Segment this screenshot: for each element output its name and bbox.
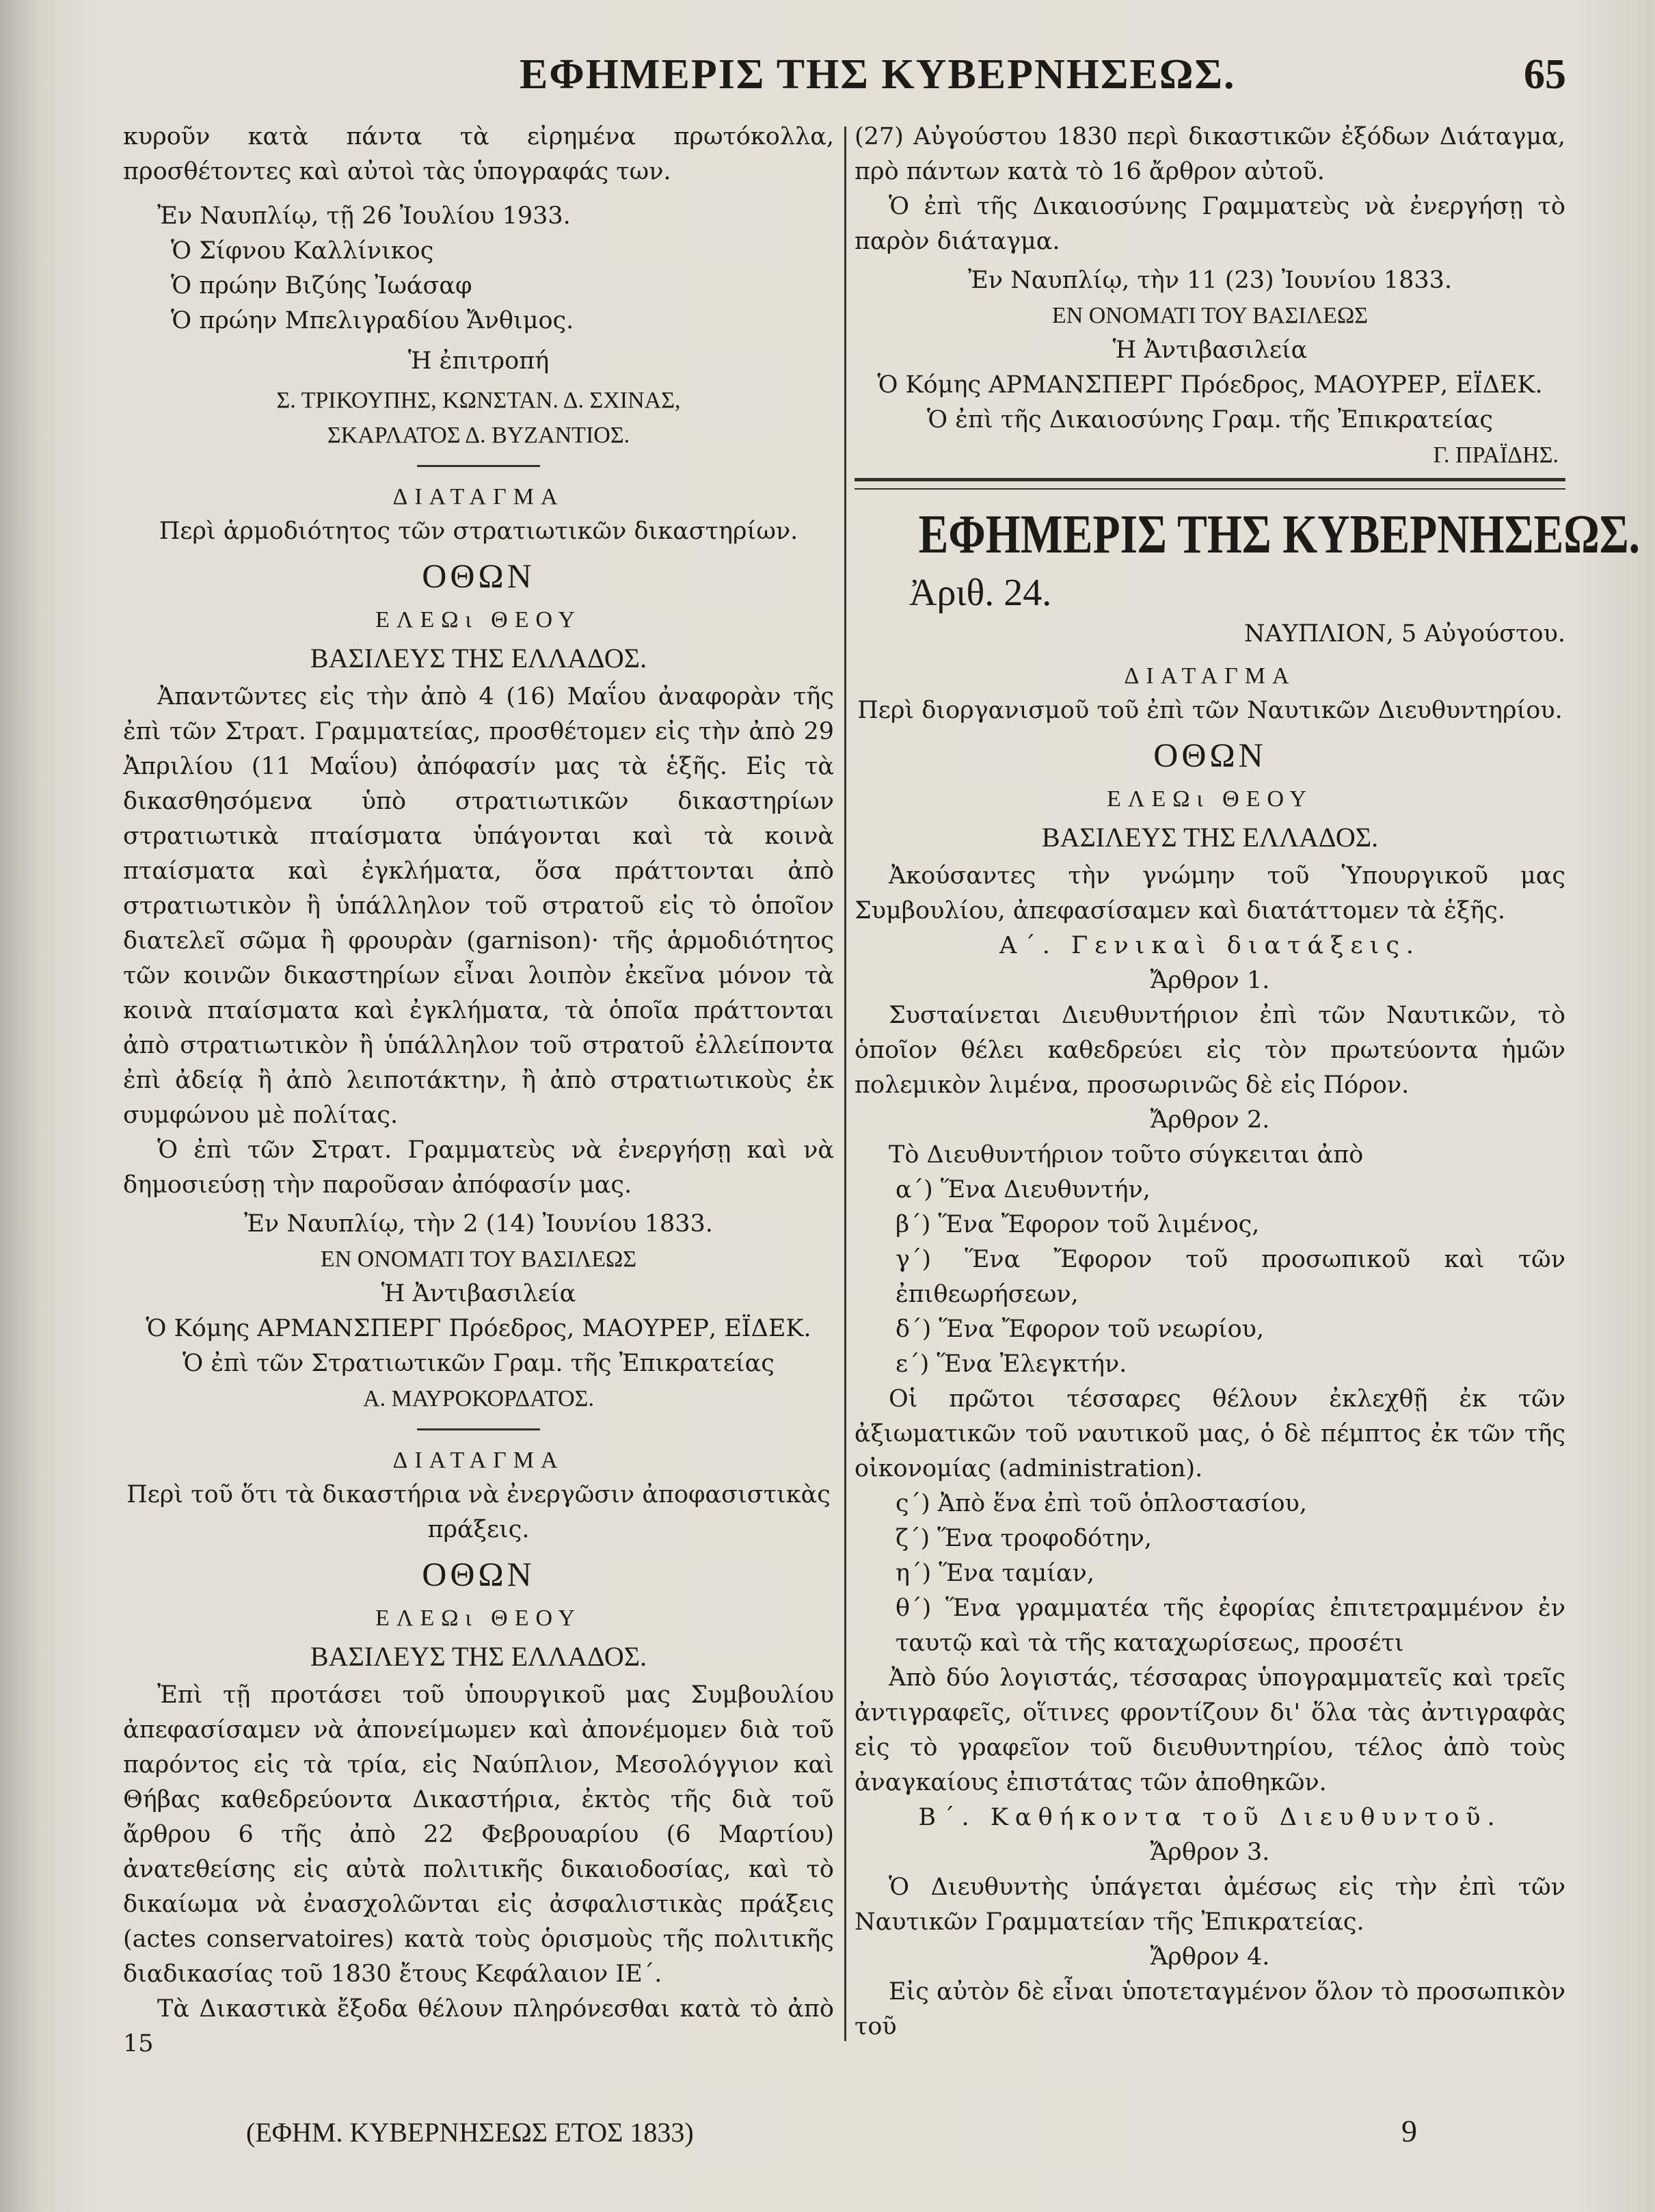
left-column bbox=[123, 120, 834, 2062]
decree-subject: Περὶ ἁρμοδιότητος τῶν στρατιωτικῶν δικαστηρίων. bbox=[159, 518, 798, 545]
minister-signature: Γ. ΠΡΑΪΔΗΣ. bbox=[1433, 442, 1559, 468]
decree-subject: Περὶ τοῦ ὅτι τὰ δικαστήρια νὰ ἐνεργῶσιν ἀποφασιστικὰς πράξεις. bbox=[126, 1481, 831, 1543]
list-item: γ΄) Ἕνα Ἔφορον τοῦ προσωπικοῦ καὶ τῶν ἐπιθεωρήσεων, bbox=[896, 1246, 1565, 1308]
decree-subject: Περὶ διοργανισμοῦ τοῦ ἐπὶ τῶν Ναυτικῶν Διευθυντηρίου. bbox=[857, 697, 1563, 724]
decree-continuation: (27) Αὐγούστου 1830 περὶ δικαστικῶν ἐξόδων Διάταγμα, πρὸ πάντων κατὰ τὸ 16 ἄρθρον αὐτοῦ. bbox=[855, 123, 1565, 185]
king-name: ΟΘΩΝ bbox=[422, 1555, 535, 1593]
article-text: Τὸ Διευθυντήριον τοῦτο σύγκειται ἀπὸ bbox=[889, 1141, 1364, 1169]
right-column bbox=[855, 120, 1641, 2044]
article-text: Συσταίνεται Διευθυντήριον ἐπὶ τῶν Ναυτικῶν, τὸ ὁποῖον θέλει καθεδρεύει εἰς τὸν πρωτεύοντα ἡμῶν πολεμικὸν λιμένα, προσωρινῶς δὲ εἰς Πόρον. bbox=[855, 1002, 1565, 1099]
column-rule bbox=[844, 126, 846, 2041]
article-text: Ἀπὸ δύο λογιστάς, τέσσαρας ὑπογραμματεῖς καὶ τρεῖς ἀντιγραφεῖς, οἵτινες φροντίζουν δι' ὅλα τὰς ἀντιγραφὰς εἰς τὸ γραφεῖον τοῦ διευθυντηρίου, τέλος ἀπὸ τοὺς ἀναγκαίους ἐπιστάτας τῶν ἀποθηκῶν. bbox=[855, 1664, 1565, 1796]
decree-place-date: Ἐν Ναυπλίῳ, τὴν 11 (23) Ἰουνίου 1833. bbox=[967, 267, 1453, 294]
decree-body-end: Τὰ Δικαστικὰ ἔξοδα θέλουν πληρόνεσθαι κατὰ τὸ ἀπὸ 15 bbox=[123, 1995, 834, 2057]
committee-members-2: ΣΚΑΡΛΑΤΟΣ Δ. ΒΥΖΑΝΤΙΟΣ. bbox=[327, 423, 630, 448]
decree-order: Ὁ ἐπὶ τῶν Στρατ. Γραμματεὺς νὰ ἐνεργήσῃ καὶ νὰ δημοσιεύσῃ τὴν παροῦσαν ἀπόφασίν μας. bbox=[123, 1136, 834, 1199]
list-item: ς΄) Ἀπὸ ἕνα ἐπὶ τοῦ ὁπλοστασίου, bbox=[896, 1490, 1307, 1517]
article-text: Εἰς αὐτὸν δὲ εἶναι ὑποτεταγμένον ὅλον τὸ προσωπικὸν τοῦ bbox=[855, 1978, 1565, 2040]
staff-list bbox=[855, 1173, 1565, 1382]
list-item: η΄) Ἕνα ταμίαν, bbox=[896, 1560, 1095, 1587]
section-heading: Α΄. Γενικαὶ διατάξεις. bbox=[999, 932, 1421, 959]
king-name: ΟΘΩΝ bbox=[1153, 736, 1267, 774]
list-item: ζ΄) Ἕνα τροφοδότην, bbox=[896, 1525, 1152, 1552]
signer-1: Ὁ Σίφνου Καλλίνικος bbox=[171, 237, 434, 265]
regency-label: Ἡ Ἀντιβασιλεία bbox=[1112, 336, 1308, 364]
section-divider bbox=[417, 465, 540, 467]
footer-signature: (ΕΦΗΜ. ΚΥΒΕΡΝΗΣΕΩΣ ΕΤΟΣ 1833) bbox=[246, 2117, 694, 2148]
section-divider bbox=[417, 1428, 540, 1430]
running-title: ΕΦΗΜΕΡΙΣ ΤΗΣ ΚΥΒΕΡΝΗΣΕΩΣ. bbox=[520, 51, 1236, 98]
decree-order: Ὁ ἐπὶ τῆς Δικαιοσύνης Γραμματεὺς νὰ ἐνεργήσῃ τὸ παρὸν διάταγμα. bbox=[855, 193, 1565, 255]
in-name-of-king: ΕΝ ΟΝΟΜΑΤΙ ΤΟΥ ΒΑΣΙΛΕΩΣ bbox=[320, 1247, 637, 1272]
decree-label: ΔΙΑΤΑΓΜΑ bbox=[1124, 663, 1296, 689]
signer-2: Ὁ πρώην Βιζύης Ἰωάσαφ bbox=[171, 272, 472, 299]
minister-signature: Α. ΜΑΥΡΟΚΟΡΔΑΤΟΣ. bbox=[363, 1386, 594, 1411]
king-title: ΒΑΣΙΛΕΥΣ ΤΗΣ ΕΛΛΑΔΟΣ. bbox=[310, 1641, 647, 1672]
committee-members-1: Σ. ΤΡΙΚΟΥΠΗΣ, ΚΩΝΣΤΑΝ. Δ. ΣΧΙΝΑΣ, bbox=[276, 388, 681, 413]
in-name-of-king: ΕΝ ΟΝΟΜΑΤΙ ΤΟΥ ΒΑΣΙΛΕΩΣ bbox=[1051, 303, 1369, 328]
decree-label: ΔΙΑΤΑΓΜΑ bbox=[392, 484, 565, 509]
place-date: Ἐν Ναυπλίῳ, τῇ 26 Ἰουλίου 1933. bbox=[157, 202, 571, 230]
list-item: δ΄) Ἕνα Ἔφορον τοῦ νεωρίου, bbox=[896, 1316, 1265, 1343]
page-header bbox=[0, 41, 1655, 116]
regents-signature: Ὁ Κόμης ΑΡΜΑΝΣΠΕΡΓ Πρόεδρος, ΜΑΟΥΡΕΡ, ΕΪΔΕΚ. bbox=[877, 371, 1543, 399]
by-grace-of-god: ΕΛΕΩι ΘΕΟΥ bbox=[375, 607, 582, 632]
protocol-text: κυροῦν κατὰ πάντα τὰ εἰρημένα πρωτόκολλα, προσθέτοντες καὶ αὐτοὶ τὰς ὑπογραφάς των. bbox=[123, 123, 834, 185]
article-heading: Ἄρθρον 2. bbox=[1150, 1106, 1270, 1134]
article-note: Οἱ πρῶτοι τέσσαρες θέλουν ἐκλεχθῇ ἐκ τῶν ἀξιωματικῶν τοῦ ναυτικοῦ μας, ὁ δὲ πέμπτος ἐκ τῶν τῆς οἰκονομίας (administration). bbox=[855, 1385, 1565, 1482]
staff-list bbox=[855, 1487, 1565, 1661]
list-item: ε΄) Ἕνα Ἐλεγκτήν. bbox=[896, 1350, 1127, 1378]
committee-label: Ἡ ἐπιτροπή bbox=[407, 347, 550, 375]
section-heading: Β΄. Καθήκοντα τοῦ Διευθυντοῦ. bbox=[918, 1804, 1502, 1831]
signer-3: Ὁ πρώην Μπελιγραδίου Ἄνθιμος. bbox=[171, 307, 574, 334]
by-grace-of-god: ΕΛΕΩι ΘΕΟΥ bbox=[1107, 786, 1313, 812]
decree-label: ΔΙΑΤΑΓΜΑ bbox=[392, 1448, 565, 1473]
article-heading: Ἄρθρον 4. bbox=[1150, 1943, 1270, 1971]
decree-place-date: Ἐν Ναυπλίῳ, τὴν 2 (14) Ἰουνίου 1833. bbox=[244, 1210, 713, 1238]
list-item: θ΄) Ἕνα γραμματέα τῆς ἐφορίας ἐπιτετραμμένον ἐν ταυτῷ καὶ τὰ τῆς καταχωρίσεως, προσέτι bbox=[896, 1595, 1565, 1657]
minister-title: Ὁ ἐπὶ τῆς Δικαιοσύνης Γραμ. τῆς Ἐπικρατείας bbox=[926, 406, 1494, 434]
gazette-title: ΕΦΗΜΕΡΙΣ ΤΗΣ ΚΥΒΕΡΝΗΣΕΩΣ. bbox=[918, 505, 1641, 565]
decree-body: Ἀπαντῶντες εἰς τὴν ἀπὸ 4 (16) Μαΐου ἀναφορὰν τῆς ἐπὶ τῶν Στρατ. Γραμματείας, προσθέτομεν εἰς τὴν ἀπὸ 29 Ἀπριλίου (11 Μαΐου) ἀπόφασίν μας τὰ ἑξῆς. Εἰς τὰ δικασθησόμενα ὑπὸ στρατιωτικῶν δικαστηρίων στρατιωτικὰ πταίσματα ὑπάγονται καὶ τὰ κοινὰ πταίσματα καὶ ἐγκλήματα, ὅσα πράττονται ἀπὸ στρατιωτικὸν ἢ ὑπάλληλον τοῦ στρατοῦ εἰς τὸ ὁποῖον διατελεῖ σῶμα ἢ φρουρὰν (garnison)· τῆς ἁρμοδιότητος τῶν κοινῶν δικαστηρίων εἶναι λοιπὸν ἐκεῖνα μόνον τὰ κοινὰ πταίσματα καὶ ἐγκλήματα, τὰ ὁποῖα πράττονται ἀπὸ στρατιωτικὸν ἢ ὑπάλληλον τοῦ στρατοῦ ἐλλείποντα ἐπὶ ἀδείᾳ ἢ ἀπὸ λειποτάκτην, ἢ ἀπὸ στρατιωτικοὺς ἐκ συμφώνου μὲ πολίτας. bbox=[123, 683, 834, 1129]
sheet-number: 9 bbox=[1401, 2114, 1417, 2148]
king-title: ΒΑΣΙΛΕΥΣ ΤΗΣ ΕΛΛΑΔΟΣ. bbox=[310, 643, 647, 674]
decree-body: Ἐπὶ τῇ προτάσει τοῦ ὑπουργικοῦ μας Συμβουλίου ἀπεφασίσαμεν νὰ ἀπονείμωμεν καὶ ἀπονέμομεν διὰ τοῦ παρόντος εἰς τὰ τρία, εἰς Ναύπλιον, Μεσολόγγιον καὶ Θήβας καθεδρεύοντα Δικαστήρια, ἐκτὸς τῆς διὰ τοῦ ἄρθρου 6 τῆς ἀπὸ 22 Φεβρουαρίου (6 Μαρτίου) ἀνατεθείσης εἰς αὐτὰ πολιτικῆς δικαιοδοσίας, καὶ τὸ δικαίωμα νὰ ἐνασχολῶνται εἰς ἀσφαλιστικὰς πράξεις (actes conservatoires) κατὰ τοὺς ὁρισμοὺς τῆς πολιτικῆς διαδικασίας τοῦ 1830 ἔτους Κεφάλαιον ΙΕ΄. bbox=[123, 1681, 834, 1988]
article-text: Ὁ Διευθυντὴς ὑπάγεται ἀμέσως εἰς τὴν ἐπὶ τῶν Ναυτικῶν Γραμματείαν τῆς Ἐπικρατείας. bbox=[855, 1874, 1565, 1936]
by-grace-of-god: ΕΛΕΩι ΘΕΟΥ bbox=[375, 1605, 582, 1631]
minister-title: Ὁ ἐπὶ τῶν Στρατιωτικῶν Γραμ. τῆς Ἐπικρατείας bbox=[183, 1350, 775, 1377]
page-number: 65 bbox=[1524, 51, 1566, 98]
king-title: ΒΑΣΙΛΕΥΣ ΤΗΣ ΕΛΛΑΔΟΣ. bbox=[1041, 822, 1379, 853]
regents-signature: Ὁ Κόμης ΑΡΜΑΝΣΠΕΡΓ Πρόεδρος, ΜΑΟΥΡΕΡ, ΕΪΔΕΚ. bbox=[146, 1315, 811, 1342]
gazette-divider bbox=[855, 478, 1565, 490]
king-name: ΟΘΩΝ bbox=[422, 557, 535, 595]
regency-label: Ἡ Ἀντιβασιλεία bbox=[381, 1280, 576, 1307]
decree-intro: Ἀκούσαντες τὴν γνώμην τοῦ Ὑπουργικοῦ μας Συμβουλίου, ἀπεφασίσαμεν καὶ διατάττομεν τὰ ἑξῆς. bbox=[855, 862, 1565, 924]
list-item: α΄) Ἕνα Διευθυντήν, bbox=[896, 1176, 1151, 1203]
dateline: ΝΑΥΠΛΙΟΝ, 5 Αὐγούστου. bbox=[1243, 620, 1565, 648]
issue-row bbox=[855, 569, 1565, 617]
article-heading: Ἄρθρον 1. bbox=[1150, 967, 1270, 994]
article-heading: Ἄρθρον 3. bbox=[1150, 1839, 1270, 1866]
list-item: β΄) Ἕνα Ἔφορον τοῦ λιμένος, bbox=[896, 1211, 1260, 1238]
issue-number: Ἀριθ. 24. bbox=[909, 572, 1052, 614]
